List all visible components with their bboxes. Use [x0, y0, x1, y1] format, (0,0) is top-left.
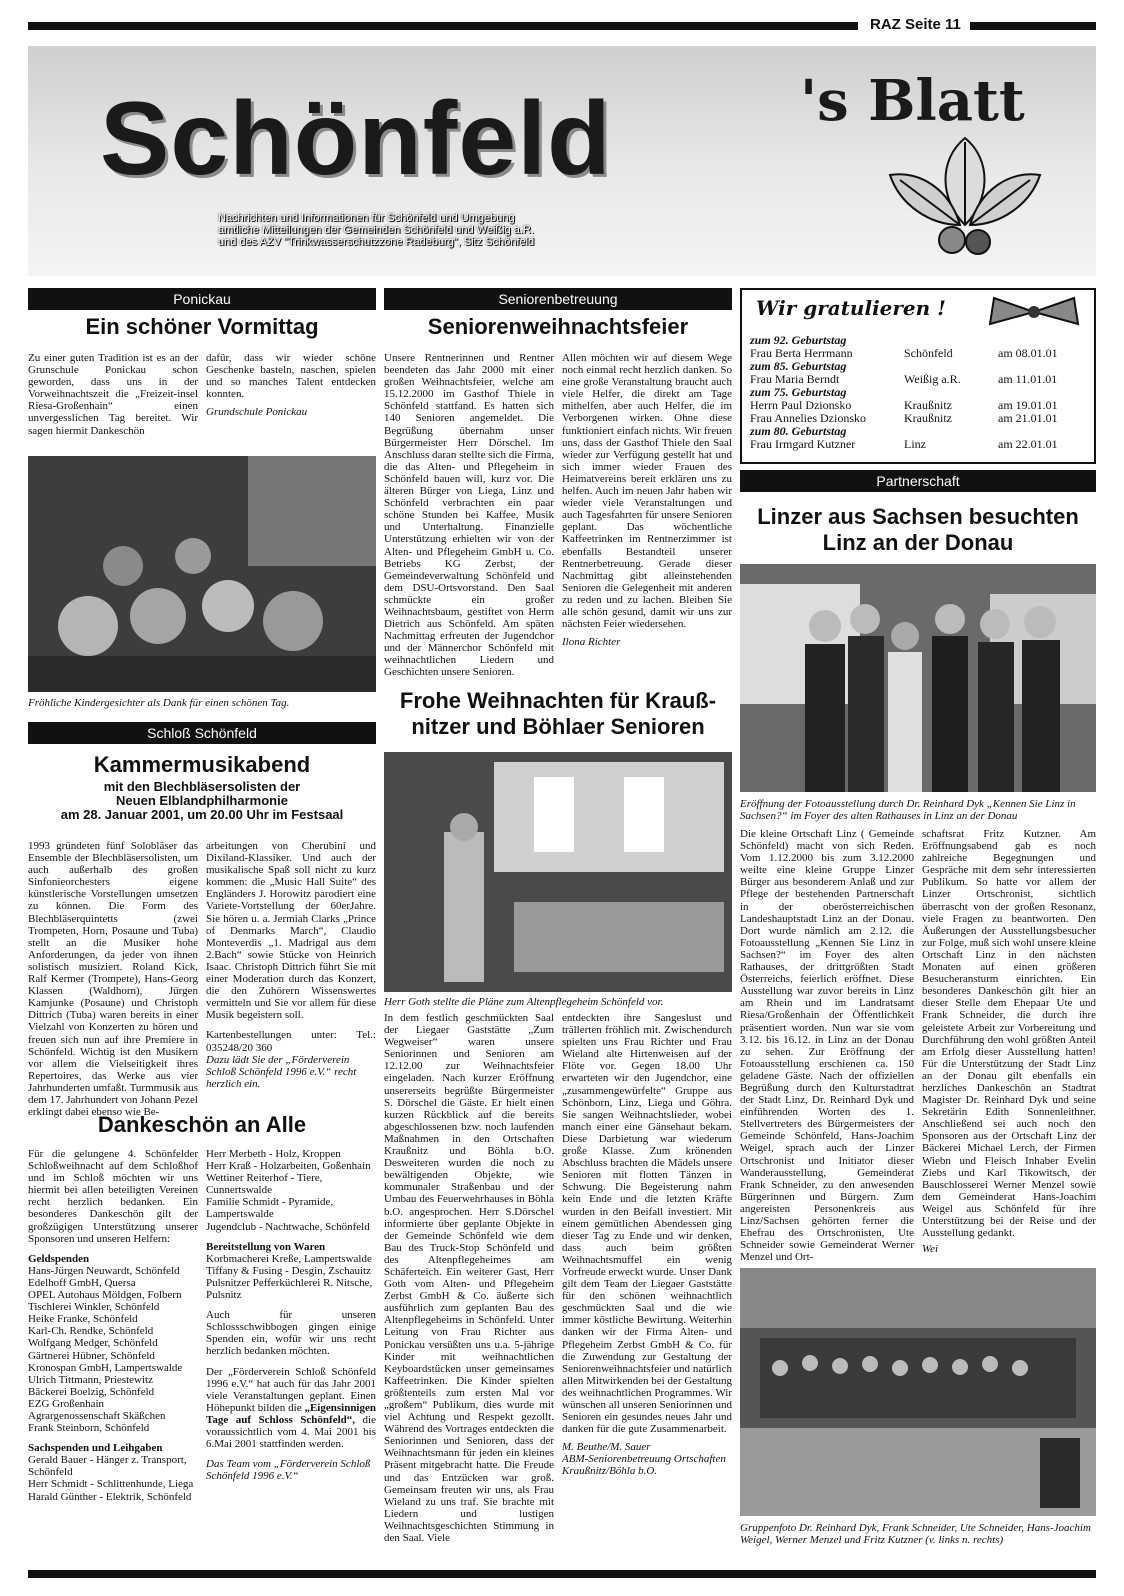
- partner-text-col1: Die kleine Ortschaft Linz ( Gemeinde Schönfeld) macht von sich Reden. Vom 1.12.2000 bis zum 3.12.2000 weilte eine kleine Gruppe Linzer Bürger aus besonderem Anlaß und zur Pflege der bestehenden Partnerschaft in der oberösterreichischen Landeshauptstadt Linz an der Donau. Dort wurde nämlich am 2.12. die Fotoausstellung „Kennen Sie Linz in Sachsen?“ im Foyer des alten Rathauses, der drittgrößten Stadt Österreichs, feierlich eröffnet. Diese Ausstellung war zuvor bereits in Linz am Rhein und im Landratsamt Riesa/Großenhain der Öffentlichkeit präsentiert worden. Nun war sie vom 3.12. bis 16.12. in Linz an der Donau zu sehen. Zur Eröffnung der Fotoausstellung erschienen ca. 150 geladene Gäste. Nach der offiziellen Begrüßung durch den Kulturstadtrat der Stadt Linz, Dr. Reinhard Dyk und einführenden Worten des 1. Stellvertreters des Bürgermeisters der Gemeinde Schönfeld, Hans-Joachim Weigel, sprach auch der Linzer Ortschronist und Initiator dieser Wanderausstellung, Gemeinderat Frank Schneider, zu den anwesenden Bürgerinnen und Bürgern. Zum angereisten Personenkreis aus Linz/Sachsen gehörten ferner die Ehefrau des Ortschronisten, Ute Schneider sowie Gemeinderat Werner Menzel und Ort-: [740, 828, 914, 1264]
- section-bar-ponickau: Ponickau: [28, 288, 376, 310]
- frohe-text-col1: In dem festlich geschmückten Saal der Liegaer Gaststätte „Zum Wegweiser“ waren unsere Seniorinnen und Senioren am 12.12.00 zur Weihnachtsfeier eingeladen. Nach kurzer Eröffnung unsererseits begrüßte Bürgermeister S. Dörschel die Gäste. Er hielt einen kurzen Rückblick auf die bereits abgeschlossenen bzw. noch laufenden Maßnahmen in den Ortschaften Kraußnitz und Böhla b.O. Desweiteren wurden die noch zu bewältigenden Objekte, wie kommunaler Straßenbau und der Umbau des Feuerwehrhauses in Böhla b.O. angesprochen. Herr S.Dörschel informierte über geplante Objekte in der Gemeinde Schönfeld wie dem Bau des Truck-Stop Schönfeld und des Altenpflegeheimes am Schäferteich. Ein weiterer Gast, Herr Goth vom Alten- und Pflegeheim Zerbst GmbH & Co. äußerte sich ausführlich zum geplanten Bau des Altenpflegeheims in Schönfeld. Unter Leitung von Frau Richter aus Ponickau versüßten uns u.a. 5-jährige Kinder mit weihnachtlichen Keyboardstücken unser gemeinsames Kaffeetrinken. Die Kinder spielten größtenteils zum ersten Mal vor „großem“ Publikum, dies wurde mit viel Achtung und Respekt gezollt. Während des Vortrages entdeckten die Seniorinnen und Senioren, dass der Weihnachtsmann für jeden ein kleines Präsent mitgebracht hatte. Die Freude und das Entzücken war groß. Gemeinsam freuten wir uns, als Frau Wieland zu uns traf. Sie brachte mit Liedern und lustigen Weihnachtsgeschichten Stimmung in den Saal. Viele: [384, 1012, 554, 1545]
- group-photo: [740, 1268, 1096, 1516]
- dankeschoen-signature: Das Team vom „Förderverein Schloß Schönfeld 1996 e.V.“: [206, 1458, 371, 1483]
- dankeschoen-col1: [28, 1148, 198, 1503]
- senioren-text-col2: Allen möchten wir auf diesem Wege noch einmal recht herzlich danken. So eine große Veranstaltung braucht auch viele Helfer, die direkt am Tage mithelfen, aber auch Helfer, die im Verborgenen wirken. Ohne diese funktioniert einfach nichts. Wir freuen uns, dass der Gasthof Thiele den Saal wieder zur Verfügung gestellt hat und sich immer wieder Frauen des Heimatvereins bereit erklären uns zu helfen. Auch im neuen Jahr haben wir wieder viele Veranstaltungen und auch Tagesfahrten für unsere Senioren geplant. Das wöchentliche Kaffeetrinken im Rentnerzimmer ist ebenfalls Bestandteil unserer Rentnerbetreuung. Gerade dieser Nachmittag gibt alleinstehenden Senioren die Gelegenheit mit anderen zu reden und zu lachen. Bleiben Sie alle schön gesund, damit wir uns zur nächsten Feier wiedersehen.: [562, 352, 732, 631]
- masthead-title: Schönfeld: [100, 81, 612, 197]
- kammermusik-col2: [206, 840, 376, 1090]
- ticket-info: Kartenbestellungen unter: Tel.: 035248/20 360: [206, 1029, 376, 1054]
- partner-signature: Wei: [922, 1243, 939, 1256]
- crowd-group-photo-image: [740, 1268, 1096, 1516]
- sachspenden-list: Gerald Bauer - Hänger z. Transport, Schönfeld Herr Schmidt - Schlittenhunde, Liega Harald Günther - Elektrik, Schönfeld: [28, 1454, 194, 1503]
- partner-photo: [740, 564, 1096, 792]
- children-photo-image: [28, 456, 376, 692]
- frohe-photo: [384, 752, 732, 992]
- geldspenden-title: Geldspenden: [28, 1252, 90, 1265]
- frohe-signature-org: ABM-Seniorenbetreuung Ortschaften Kraußnitz/Böhla b.O.: [562, 1453, 726, 1478]
- kammermusik-subhead: mit den Blechbläsersolisten der Neuen Elblandphilharmonie am 28. Januar 2001, um 20.00 Uhr im Festsaal: [60, 779, 344, 822]
- ponickau-text-col1: Zu einer guten Tradition ist es an der Grunschule Ponickau schon geworden, dass uns in der Vorweihnachtszeit die „Freizeit-insel Riesa-Großenhain“ einen unvergesslichen Tag bereitet. Wir sagen hiermit Dankeschön: [28, 352, 198, 437]
- section-bar-partnerschaft: Partnerschaft: [740, 470, 1096, 492]
- gratulation-title: Wir gratulieren !: [756, 296, 946, 320]
- bottom-rule: [28, 1570, 1096, 1578]
- section-bar-schloss: Schloß Schönfeld: [28, 722, 376, 744]
- headline-kammermusik: Kammermusikabend: [93, 752, 311, 777]
- ponickau-signature: Grundschule Ponickau: [206, 406, 308, 419]
- helper-list: Herr Merbeth - Holz, Kroppen Herr Kraß - Holzarbeiten, Goßenhain Wettiner Reiterhof - Tiere, Cunnertswalde Familie Schmidt - Pyramide, Lampertswalde Jugendclub - Nachtwache, Schönfeld: [206, 1148, 371, 1233]
- ponickau-photo: [28, 456, 376, 692]
- masthead-title-suffix: 's Blatt: [800, 68, 1025, 134]
- partner-col2: [922, 828, 1096, 1255]
- headline-ponickau: Ein schöner Vormittag: [85, 314, 319, 339]
- kammermusik-text-col1: 1993 gründeten fünf Solobläser das Ensemble der Blechbläsersolisten, um auch außerhalb des großen Sinfonieorchesters eigene künstlerische Vorstellungen umsetzen zu können. Die Form des Blechbläserquintetts (zwei Trompeten, Horn, Posaune und Tuba) stellt an die Musiker hohe Anforderungen, da jeder von ihnen solistisch musiziert. Roland Kick, Ralf Kermer (Trompete), Hans-Georg Klassen (Waldhorn), Jürgen Kamjunke (Posaune) und Christoph Dittrich (Tuba) waren bereits in einer Vielzahl von Konzerten zu hören und freuen sich nun auf ihre Premiere in Schönfeld. Wichtig ist den Musikern vor allem die Vielseitigkeit ihres Repertoires, das Werke aus vier Jahrhunderten umfaßt. Turmmusik aus dem 17. Jahrhundert von Johann Pezel erklingt dabei ebenso wie Be-: [28, 840, 198, 1119]
- sachspenden-title: Sachspenden und Leihgaben: [28, 1442, 163, 1455]
- page-number: RAZ Seite 11: [870, 16, 961, 33]
- exhibition-opening-photo-image: [740, 564, 1096, 792]
- partner-caption: Eröffnung der Fotoausstellung durch Dr. Reinhard Dyk „Kennen Sie Linz in Sachsen?“ im Foyer des alten Rathauses in Linz an der Donau: [740, 798, 1076, 822]
- seniors-hall-photo-image: [384, 752, 732, 992]
- kammermusik-text-col2: arbeitungen von Cherubini und Dixiland-Klassiker. Und auch der musikalische Spaß soll nicht zu kurz kommen: die „Music Hall Suite“ des Engländers J. Horowitz parodiert eine Variete-Vortstellung der 60erJahre. Sie hören u. a. Jermiah Clarks „Prince of Denmarks March“, Claudio Monteverdis „1. Madrigal aus dem 2.Bach“ sowie Stücke von Heinrich Isaac. Christoph Dittrich führt Sie mit einer Moderation durch das Konzert, die den Zuhörern Wissenswertes vermitteln und Sie vor allem für diese Musik begeistern soll.: [206, 840, 376, 1022]
- gratulation-box: [740, 288, 1096, 464]
- foerderverein-text: Der „Förderverein Schloß Schönfeld 1996 e.V.“ hat auch für das Jahr 2001 viele Veranstaltungen geplant. Einen Höhepunkt bilden die „Eigensinnigen Tage auf Schloss Schönfeld“, die voraussichtlich vom 4. Mai 2001 bis 6.Mai 2001 stattfinden werden.: [206, 1365, 376, 1451]
- senioren-text-col1: Unsere Rentnerinnen und Rentner beendeten das Jahr 2000 mit einer großen Weihnachtsfeier, welche am 15.12.2000 im Gasthof Thiele in Schönfeld stattfand. Es hatten sich 140 Senioren angemeldet. Die Begrüßung übernahm unser Bürgermeister Herr Dörschel. Im Anschluss daran stellte sich die Firma, die das Alten- und Pflegeheim in Schönfeld bauen will, kurz vor. Die älteren Bürger von Liega, Linz und Schönfeld verbrachten ein paar schöne Stunden bei Kaffee, Musik und Unterhaltung. Finanzielle Unterstützung erhielten wir von der Alten- und Pflegeheim GmbH u. Co. Betriebs KG Zerbst, der Gemeindeverwaltung Schönfeld und dem DSU-Ortsvorstand. Den Saal schmückte ein großer Weihnachtsbaum, gestiftet von Herrn Dietrich aus Schönfeld. Am späten Nachmittag erfreuten der Jugendchor und der Männerchor Schönfeld mit weihnachtlichen Liedern und Geschichten unsere Senioren.: [384, 352, 554, 679]
- group-photo-caption: Gruppenfoto Dr. Reinhard Dyk, Frank Schneider, Ute Schneider, Hans-Joachim Weigel, Werner Menzel und Fritz Kutzner (v. links n. rechts): [740, 1522, 1091, 1546]
- headline-frohe-weihnachten: Frohe Weihnachten für Krauß- nitzer und Böhlaer Senioren: [399, 688, 717, 739]
- ponickau-col2: [206, 352, 376, 418]
- frohe-signature: M. Beuthe/M. Sauer: [562, 1441, 651, 1454]
- senioren-col2: [562, 352, 732, 648]
- dankeschoen-intro: Für die gelungene 4. Schönfelder Schloßweihnacht auf dem Schloßhof und im Schloß möchten wir uns hiermit bei allen beteiligten Vereinen recht herzlich bedanken. Ein besonderes Dankeschön gilt der großzügigen Unterstützung unserer Sponsoren und unseren Helfern:: [28, 1148, 198, 1245]
- ponickau-text-col2: dafür, dass wir wieder schöne Geschenke basteln, naschen, spielen und so manches Talent entdecken konnten.: [206, 352, 376, 401]
- waren-title: Bereitstellung von Waren: [206, 1240, 326, 1253]
- bow-icon: [984, 294, 1084, 330]
- chestnut-leaf-icon: [880, 130, 1050, 270]
- section-bar-senioren: Seniorenbetreuung: [384, 288, 732, 310]
- senioren-signature: Ilona Richter: [562, 636, 621, 649]
- schwibbogen-text: Auch für unseren Schlossschwibbogen gingen einige Spenden ein, wofür wir uns recht herzlich bedanken möchten.: [206, 1309, 376, 1358]
- headline-dankeschoen: Dankeschön an Alle: [97, 1112, 307, 1137]
- frohe-caption: Herr Goth stellte die Pläne zum Altenpflegeheim Schönfeld vor.: [384, 996, 664, 1008]
- geldspenden-list: Hans-Jürgen Neuwardt, Schönfeld Edelhoff GmbH, Quersa OPEL Autohaus Möldgen, Folbern Tischlerei Winkler, Schönfeld Heike Franke, Schönfeld Karl-Ch. Rendke, Schönfeld Wolfgang Medger, Schönfeld Gärtnerei Hübner, Schönfeld Kronospan GmbH, Lampertswalde Ulrich Tittmann, Priestewitz Bäckerei Boelzig, Schönfeld EZG Großenhain Agrargenossenschaft Skäßchen Frank Steinborn, Schönfeld: [28, 1264, 183, 1435]
- frohe-text-col2: entdeckten ihre Sangeslust und trällerten fröhlich mit. Zwischendurch spielten uns Frau Richter und Frau Wieland alte Hirtenweisen auf der Flöte vor. Gegen 18.00 Uhr erwarteten wir den Jugendchor, eine „zusammengewürfelte“ Gruppe aus Schönborn, Linz, Liega und Göhra. Sie sangen Weihnachtslieder, wobei manch einer eine Gänsehaut bekam. Diese Darbietung war wiederum große Klasse. Zum krönenden Abschluss brachten die Mädels unsere Senioren mit flotten Tänzen in Schwung. Die Begeisterung nahm kein Ende und die letzten Kräfte wurden in den Beifall investiert. Mit einem gemütlichen Abendessen ging dieser Tag zu Ende und wir denken, dass auch beim größten Weihnachtsmuffel ein wenig Vorfreude erweckt wurde. Unser Dank gilt dem Team der Liegaer Gaststätte für den schönen weihnachtlich geschmückten Saal und die wie immer köstliche Bewirtung. Weiterhin danken wir der Firma Alten- und Pflegeheim Zerbst GmbH & Co. für die Zuwendung zur Gestaltung der Seniorenweihnachtsfeier und natürlich allen Mitwirkenden bei der Gestaltung des weihnachtlichen Programmes. Wir wünschen all unseren Seniorinnen und Senioren ein gesundes neues Jahr und danken für die gute Zusammenarbeit.: [562, 1012, 732, 1436]
- masthead-subtitle: Nachrichten und Informationen für Schönfeld und Umgebung amtliche Mitteilungen der Gemeinden Schönfeld und Weißig a.R. und des AZV "Trinkwasserschutzzone Radeburg", Sitz Schönfeld: [218, 212, 535, 248]
- top-rule: [28, 22, 858, 30]
- gratulation-table: zum 92. Geburtstag Frau Berta Herrmann Schönfeld am 08.01.01 zum 85. Geburtstag Frau Maria Berndt Weißig a.R. am 11.01.01 zum 75. Geburtstag Herrn Paul Dzionsko Kraußnitz am 19.01.01 Frau Annelies Dzionsko Kraußnitz am 21.01.01 zum 80. Geburtstag Frau Irmgard Kutzner Linz am 22.01.01: [750, 333, 1058, 451]
- ponickau-caption: Fröhliche Kindergesichter als Dank für einen schönen Tag.: [28, 697, 290, 709]
- dankeschoen-col2: [206, 1148, 376, 1482]
- partner-text-col2: schaftsrat Fritz Kutzner. Am Eröffnungsabend gab es noch zahlreiche Begegnungen und Gespräche mit dem sehr interessierten Publikum. So hatte vor allem der Linzer Ortschronist, sichtlich überrascht von der großen Resonanz, viele Fragen zu beantworten. Den Äußerungen der Ausstellungsbesucher zur Folge, muß sich wohl unsere kleine Ortschaft Linz in den nächsten Monaten auf einen größeren Besucheransturm einrichten. Ein besonderes Dankeschön gilt hier an dieser Stelle dem Ehepaar Ute und Frank Schneider, die durch ihre geleistete Arbeit zur Vorbereitung und Durchführung den wohl größten Anteil am Erfolg dieser Ausstellung hatten! Für die Unterstützung der Stadt Linz an der Donau gilt ebenfalls ein herzliches Dankeschön an Stadtrat Magister Dr. Reinhard Dyk und seine Sekretärin Edith Sonnenleithner. Anschließend sei auch noch den Sponsoren aus der Ortschaft Linz der Bäckerei Michael Lerch, der Firmen Wiebn und Fleisch Inhaber Evelin Ziebs und Karl Tikowitsch, der Bauschlosserei Werner Menzel sowie dem Gemeinderat Hans-Joachim Weigel aus Schönfeld für ihre Unterstützung bei der Reise und der Ausstellung gedankt.: [922, 828, 1096, 1240]
- headline-seniorenweihnachtsfeier: Seniorenweihnachtsfeier: [427, 314, 689, 339]
- headline-linzer: Linzer aus Sachsen besuchten Linz an der Donau: [757, 504, 1079, 555]
- waren-list: Korbmacherei Kreße, Lampertswalde Tiffany & Fusing - Desgin, Zschauitz Pulsnitzer Pefferküchlerei R. Nitsche, Pulsnitz: [206, 1252, 373, 1302]
- top-rule-right: [970, 22, 1096, 30]
- frohe-col2: [562, 1012, 732, 1477]
- invite-text: Dazu lädt Sie der „Förderverein Schloß Schönfeld 1996 e.V.“ recht herzlich ein.: [206, 1053, 357, 1090]
